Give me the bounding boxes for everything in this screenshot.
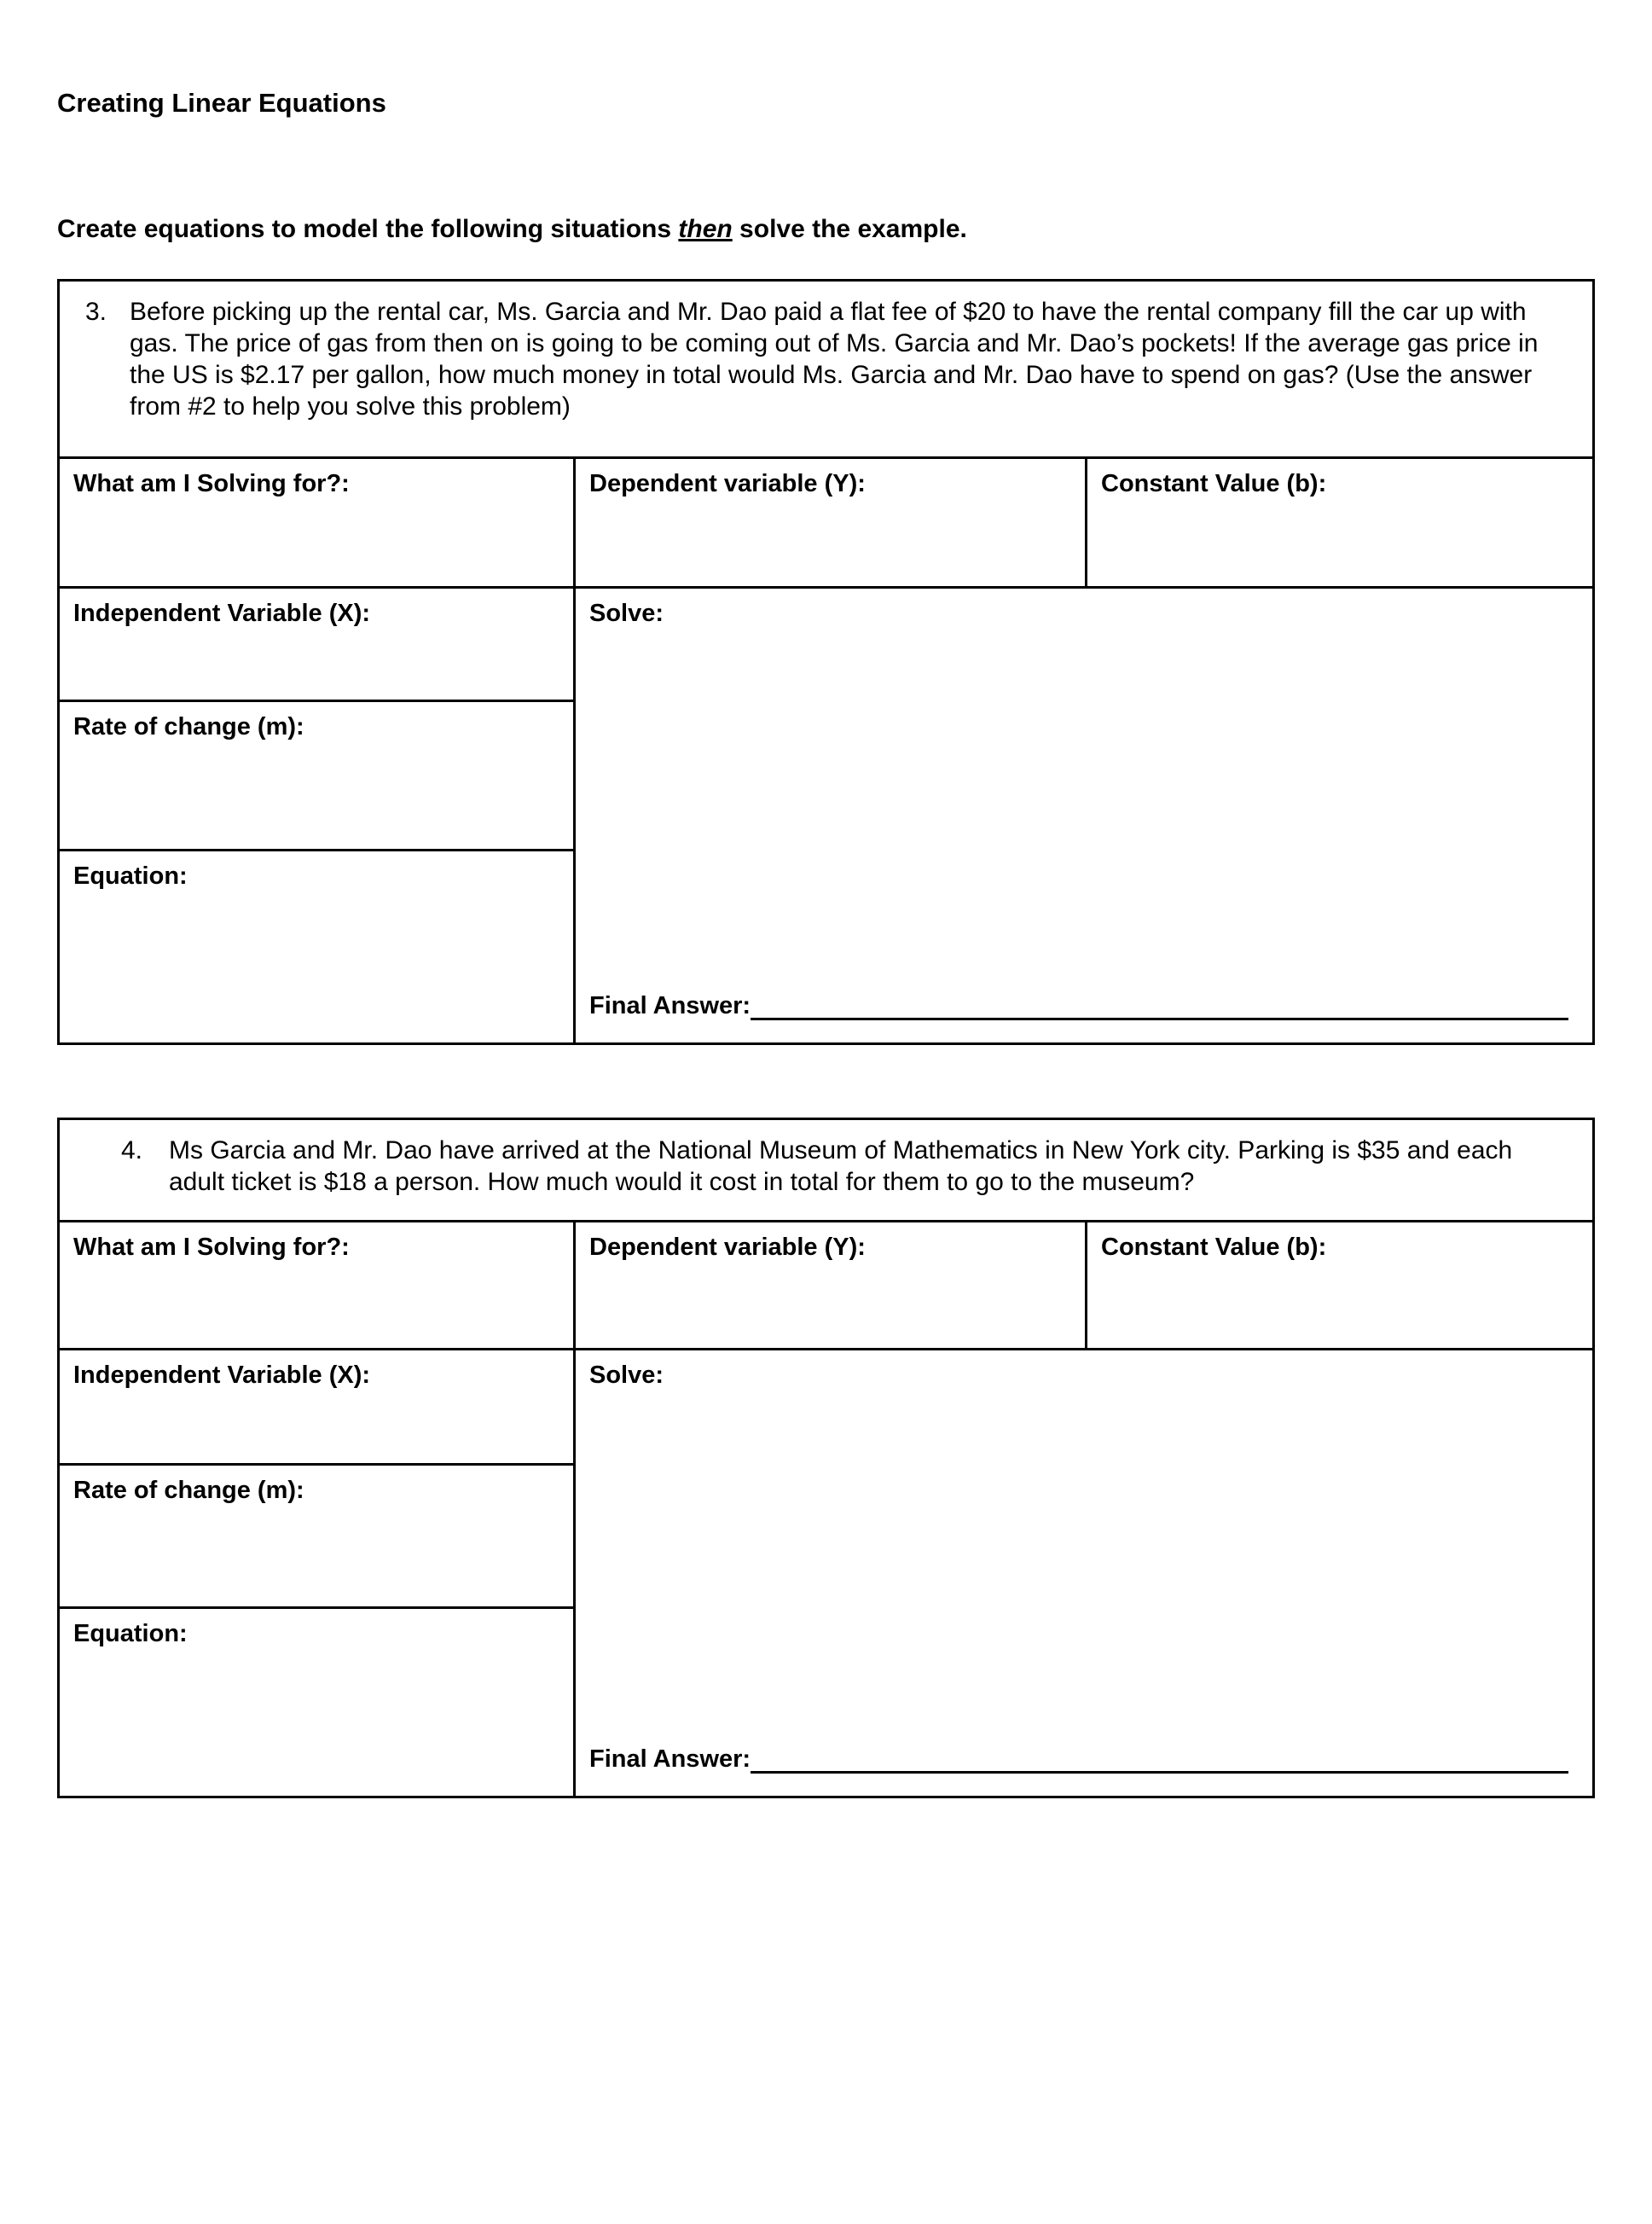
constant-value-label: Constant Value (b): [1101, 470, 1327, 497]
equation-cell [60, 849, 573, 1042]
equation-cell [60, 1606, 573, 1796]
constant-value-label: Constant Value (b): [1101, 1234, 1327, 1261]
instruction-text-suffix: solve the example. [732, 215, 967, 243]
instruction-emphasis: then [678, 215, 733, 243]
final-answer-row [589, 992, 1572, 1020]
constant-value-cell [1087, 1222, 1592, 1348]
page-title: Creating Linear Equations [57, 88, 386, 118]
problem-number: 3. [85, 298, 107, 326]
work-area-row [60, 586, 1592, 1042]
final-answer-blank-line [751, 993, 1568, 1020]
dependent-variable-cell [576, 459, 1087, 586]
solving-for-label: What am I Solving for?: [73, 1234, 350, 1261]
equation-label: Equation: [73, 1620, 188, 1647]
final-answer-blank-line [751, 1746, 1568, 1774]
rate-of-change-cell [60, 1463, 573, 1606]
solve-cell [576, 1350, 1592, 1796]
solve-label: Solve: [589, 1362, 664, 1389]
solve-label: Solve: [589, 600, 664, 627]
solve-cell [576, 589, 1592, 1042]
solving-for-cell [60, 459, 576, 586]
independent-variable-cell [60, 589, 573, 700]
dependent-variable-cell [576, 1222, 1087, 1348]
problem-4-box [57, 1118, 1595, 1798]
problem-3-box [57, 279, 1595, 1045]
independent-variable-cell [60, 1350, 573, 1463]
left-column [60, 1350, 576, 1796]
dependent-variable-label: Dependent variable (Y): [589, 470, 866, 497]
constant-value-cell [1087, 459, 1592, 586]
instruction-text-prefix: Create equations to model the following situations [57, 215, 679, 243]
rate-of-change-label: Rate of change (m): [73, 713, 304, 740]
rate-of-change-label: Rate of change (m): [73, 1477, 304, 1504]
problem-number: 4. [121, 1136, 143, 1164]
final-answer-row [589, 1745, 1572, 1774]
independent-variable-label: Independent Variable (X): [73, 600, 371, 627]
work-area-row [60, 1348, 1592, 1796]
dependent-variable-label: Dependent variable (Y): [589, 1234, 866, 1261]
rate-of-change-cell [60, 700, 573, 849]
problem-statement-text: Ms Garcia and Mr. Dao have arrived at the National Museum of Mathematics in New York city. Parking is $35 and each adult ticket is $18 a person. How much would it cost in total for them to go to the museum? [169, 1136, 1513, 1196]
equation-label: Equation: [73, 862, 188, 890]
problem-statement-text: Before picking up the rental car, Ms. Garcia and Mr. Dao paid a flat fee of $20 to have the rental company fill the car up with gas. The price of gas from then on is going to be coming out of Ms. Garcia and Mr. Dao’s pockets! If the average gas price in the US is $2.17 per gallon, how much money in total would Ms. Garcia and Mr. Dao have to spend on gas? (Use the answer from #2 to help you solve this problem) [130, 298, 1539, 421]
worksheet-page [0, 88, 1652, 1798]
instructions [57, 215, 1595, 244]
solving-for-cell [60, 1222, 576, 1348]
final-answer-label: Final Answer: [589, 1745, 751, 1773]
final-answer-label: Final Answer: [589, 992, 751, 1019]
solving-for-label: What am I Solving for?: [73, 470, 350, 497]
problem-3-statement [60, 282, 1592, 456]
header-row [60, 456, 1592, 586]
left-column [60, 589, 576, 1042]
header-row [60, 1220, 1592, 1348]
independent-variable-label: Independent Variable (X): [73, 1362, 371, 1389]
problem-4-statement [60, 1120, 1592, 1220]
